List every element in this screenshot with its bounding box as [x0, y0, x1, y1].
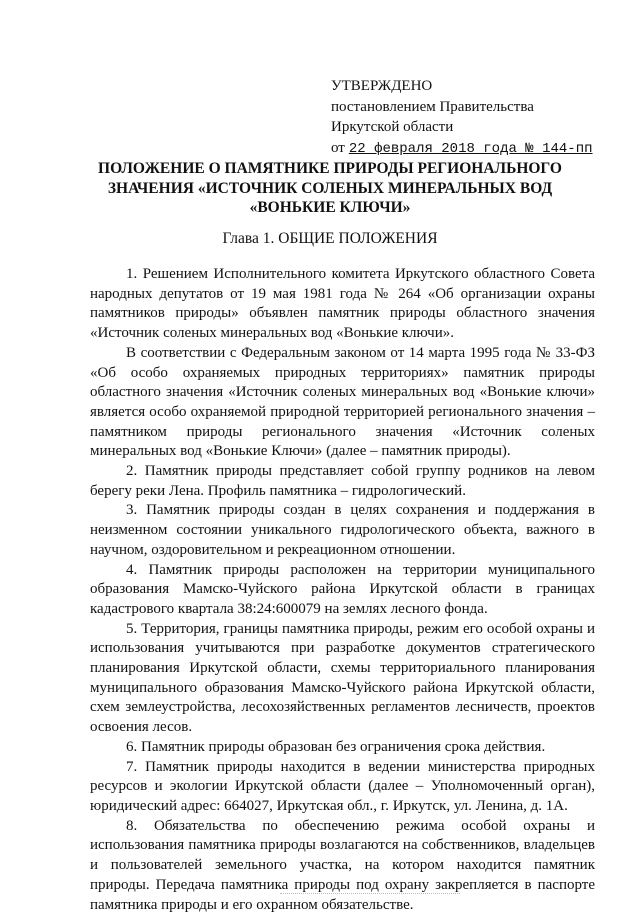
paragraph: 3. Памятник природы создан в целях сохранения и поддержания в неизменном состоянии уникального гидрологического объекта, важного в научном, оздоровительном и рекреационном отношении.	[90, 502, 595, 558]
paragraph: 2. Памятник природы представляет собой группу родников на левом берегу реки Лена. Профиль памятника – гидрологический.	[90, 463, 595, 499]
paragraph: 4. Памятник природы расположен на территории муниципального образования Мамско-Чуйского района Иркутской области в границах кадастрового квартала 38:24:600079 на землях лесного фонда.	[90, 561, 595, 617]
paragraph: 1. Решением Исполнительного комитета Иркутского областного Совета народных депутатов от 19 мая 1981 года № 264 «Об организации охраны памятников природы» объявлен памятник природы областного значения «Источник соленых минеральных вод «Вонькие ключи».	[90, 266, 595, 342]
scan-artifact	[280, 893, 460, 896]
document-body	[90, 265, 595, 915]
paragraph: 8. Обязательства по обеспечению режима особой охраны и использования памятника природы возлагаются на собственников, владельцев и пользователей земельного участка, на котором находится памятник природы. Передача памятника природы под охрану закрепляется в паспорте памятника природы и его охранном обязательстве.	[90, 817, 595, 913]
document-title: ПОЛОЖЕНИЕ О ПАМЯТНИКЕ ПРИРОДЫ РЕГИОНАЛЬНОГО ЗНАЧЕНИЯ «ИСТОЧНИК СОЛЕНЫХ МИНЕРАЛЬНЫХ ВОД «ВОНЬКИЕ КЛЮЧИ»	[98, 160, 562, 216]
paragraph: 6. Памятник природы образован без ограничения срока действия.	[126, 738, 546, 755]
approval-region: Иркутской области	[331, 119, 454, 135]
approval-date-row	[331, 138, 593, 160]
approval-date-prefix: от	[331, 139, 345, 156]
paragraph: В соответствии с Федеральным законом от 14 марта 1995 года № 33-ФЗ «Об особо охраняемых природных территориях» памятник природы областного значения «Источник соленых минеральных вод «Вонькие ключи» является особо охраняемой природной территорией регионального значения – памятником природы регионального значения «Источник соленых минеральных вод «Вонькие Ключи» (далее – памятник природы).	[90, 344, 595, 460]
approval-date-value: 22 февраля 2018 года № 144-пп	[348, 140, 593, 157]
approval-heading: УТВЕРЖДЕНО	[331, 78, 433, 94]
approval-issuer: постановлением Правительства	[331, 98, 534, 115]
chapter-heading: Глава 1. ОБЩИЕ ПОЛОЖЕНИЯ	[222, 230, 438, 247]
approval-stamp	[331, 76, 593, 159]
paragraph: 5. Территория, границы памятника природы, режим его особой охраны и использования учитываются при разработке документов стратегического планирования Иркутской области, схемы территориального планирования муниципального образования Мамско-Чуйского района Иркутской области, схем землеустройства, лесохозяйственных регламентов лесничеств, проектов освоения лесов.	[90, 620, 595, 736]
paragraph: 7. Памятник природы находится в ведении министерства природных ресурсов и экологии Иркутской области (далее – Уполномоченный орган), юридический адрес: 664027, Иркутская обл., г. Иркутск, ул. Ленина, д. 1А.	[90, 758, 595, 814]
